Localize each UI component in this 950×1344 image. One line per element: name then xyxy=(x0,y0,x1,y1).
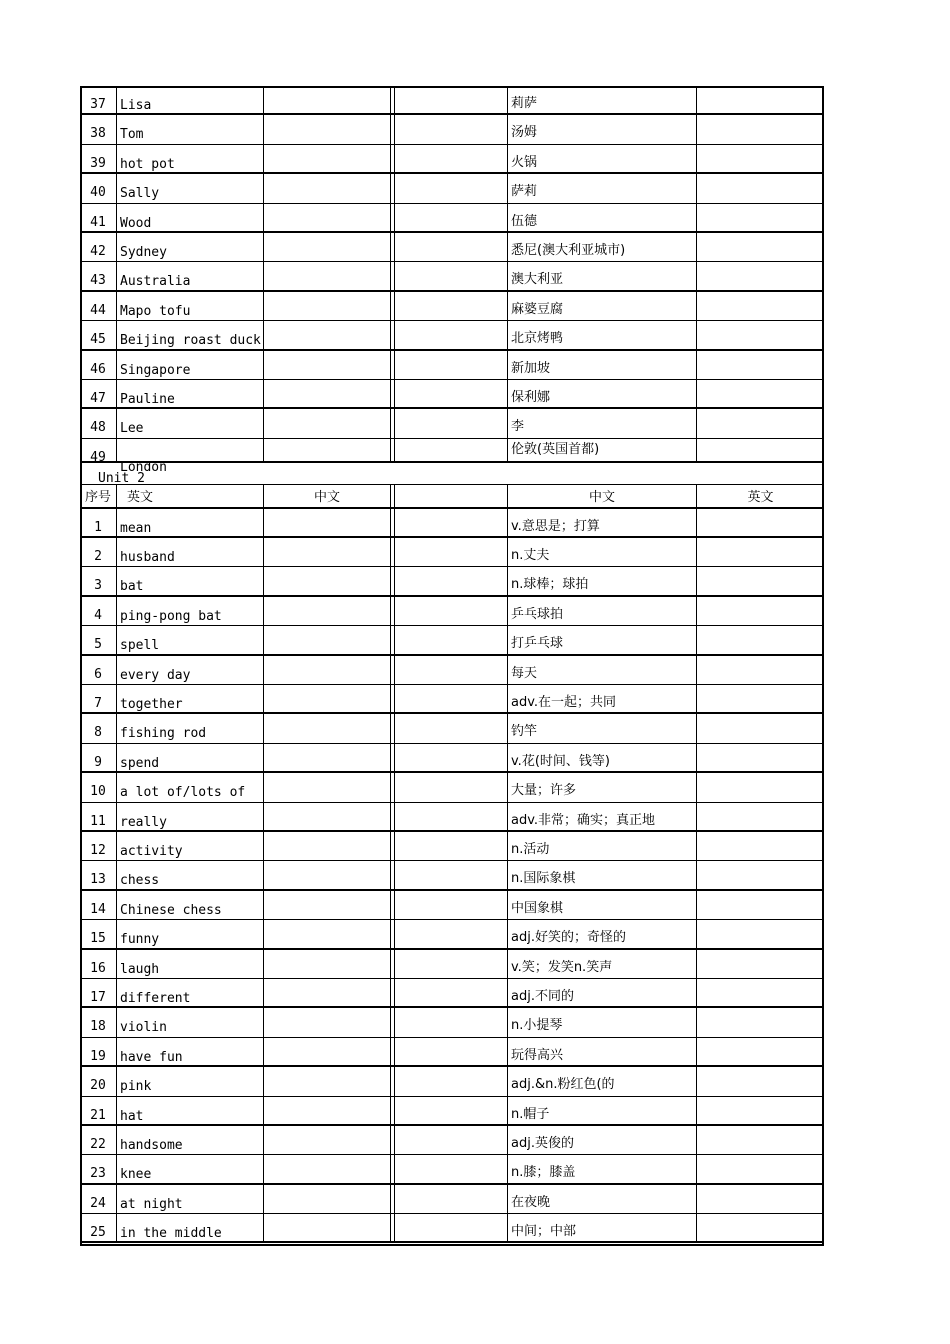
blank-cell xyxy=(264,174,391,202)
unit2-title-row xyxy=(80,463,824,485)
blank-cell xyxy=(264,1067,391,1095)
blank-cell xyxy=(395,773,508,801)
blank-cell xyxy=(697,509,824,536)
blank-cell xyxy=(264,292,391,320)
blank-cell xyxy=(697,292,824,320)
row-number: 20 xyxy=(80,1067,117,1095)
blank-cell xyxy=(395,145,508,172)
chinese-meaning: adj.&n.粉红色(的 xyxy=(508,1067,697,1095)
blank-cell xyxy=(264,685,391,712)
table-row xyxy=(80,773,824,802)
blank-cell xyxy=(697,1126,824,1154)
table-row xyxy=(80,744,824,773)
table-row xyxy=(80,920,824,949)
blank-cell xyxy=(395,950,508,978)
blank-cell xyxy=(395,409,508,437)
blank-cell xyxy=(264,538,391,566)
blank-cell xyxy=(264,920,391,947)
blank-cell xyxy=(395,380,508,407)
english-word: handsome xyxy=(117,1126,264,1154)
row-number: 2 xyxy=(80,538,117,566)
blank-cell xyxy=(697,233,824,261)
blank-cell xyxy=(697,86,824,113)
blank-cell xyxy=(697,409,824,437)
blank-cell xyxy=(697,597,824,625)
blank-cell xyxy=(264,773,391,801)
table-row xyxy=(80,509,824,538)
blank-cell xyxy=(395,1008,508,1036)
row-number: 48 xyxy=(80,409,117,437)
english-word: chess xyxy=(117,861,264,888)
blank-cell xyxy=(264,380,391,407)
english-word: knee xyxy=(117,1155,264,1182)
blank-cell xyxy=(264,262,391,289)
blank-cell xyxy=(395,351,508,379)
english-word: at night xyxy=(117,1185,264,1213)
english-word: bat xyxy=(117,567,264,594)
english-word: spell xyxy=(117,626,264,653)
english-word: Sydney xyxy=(117,233,264,261)
chinese-meaning: 伍德 xyxy=(508,204,697,231)
chinese-meaning: n.帽子 xyxy=(508,1097,697,1124)
table-row xyxy=(80,950,824,979)
table-row xyxy=(80,292,824,321)
blank-cell xyxy=(264,1038,391,1065)
blank-cell xyxy=(264,233,391,261)
blank-cell xyxy=(395,115,508,143)
row-number: 46 xyxy=(80,351,117,379)
table-row xyxy=(80,351,824,380)
blank-cell xyxy=(697,321,824,348)
row-number: 43 xyxy=(80,262,117,289)
english-word: funny xyxy=(117,920,264,947)
row-number: 47 xyxy=(80,380,117,407)
blank-cell xyxy=(264,714,391,742)
blank-cell xyxy=(264,803,391,830)
table-row xyxy=(80,1008,824,1037)
chinese-meaning: 大量；许多 xyxy=(508,773,697,801)
blank-cell xyxy=(264,1126,391,1154)
english-word: husband xyxy=(117,538,264,566)
blank-cell xyxy=(264,891,391,919)
english-word: together xyxy=(117,685,264,712)
table-row xyxy=(80,380,824,409)
chinese-meaning: n.小提琴 xyxy=(508,1008,697,1036)
blank-cell xyxy=(264,626,391,653)
table-row xyxy=(80,1097,824,1126)
blank-cell xyxy=(264,351,391,379)
blank-cell xyxy=(697,861,824,888)
table-row xyxy=(80,262,824,291)
row-number: 37 xyxy=(80,86,117,113)
blank-cell xyxy=(395,832,508,860)
chinese-meaning: adj.好笑的；奇怪的 xyxy=(508,920,697,947)
blank-cell xyxy=(395,1067,508,1095)
chinese-meaning: v.笑；发笑n.笑声 xyxy=(508,950,697,978)
chinese-meaning: 打乒乓球 xyxy=(508,626,697,653)
table-row xyxy=(80,145,824,174)
english-word: London xyxy=(117,439,264,461)
blank-cell xyxy=(697,1214,824,1241)
blank-cell xyxy=(697,538,824,566)
blank-cell xyxy=(395,1214,508,1241)
blank-cell xyxy=(697,145,824,172)
row-number: 3 xyxy=(80,567,117,594)
blank-cell xyxy=(395,292,508,320)
blank-cell xyxy=(697,1155,824,1182)
table-row xyxy=(80,233,824,262)
blank-cell xyxy=(264,509,391,536)
table-row xyxy=(80,656,824,685)
table-row xyxy=(80,86,824,115)
chinese-meaning: adv.在一起；共同 xyxy=(508,685,697,712)
blank-cell xyxy=(697,262,824,289)
blank-cell xyxy=(264,744,391,771)
table-row xyxy=(80,626,824,655)
chinese-meaning: v.意思是；打算 xyxy=(508,509,697,536)
blank-cell xyxy=(264,861,391,888)
english-word: every day xyxy=(117,656,264,684)
blank-cell xyxy=(264,439,391,461)
blank-cell xyxy=(264,979,391,1006)
table-row xyxy=(80,1185,824,1214)
blank-cell xyxy=(697,626,824,653)
english-word: Pauline xyxy=(117,380,264,407)
blank-cell xyxy=(264,204,391,231)
english-word: Sally xyxy=(117,174,264,202)
blank-cell xyxy=(264,1097,391,1124)
english-word: mean xyxy=(117,509,264,536)
blank-cell xyxy=(264,115,391,143)
chinese-meaning: n.活动 xyxy=(508,832,697,860)
row-number: 22 xyxy=(80,1126,117,1154)
chinese-meaning: 北京烤鸭 xyxy=(508,321,697,348)
blank-cell xyxy=(697,1008,824,1036)
chinese-meaning: 火锅 xyxy=(508,145,697,172)
blank-cell xyxy=(395,86,508,113)
chinese-meaning: 伦敦(英国首都) xyxy=(508,439,697,461)
blank-cell xyxy=(697,115,824,143)
blank-cell xyxy=(264,597,391,625)
chinese-meaning: 悉尼(澳大利亚城市) xyxy=(508,233,697,261)
row-number: 17 xyxy=(80,979,117,1006)
table-row xyxy=(80,861,824,890)
header-zh-mid: 中文 xyxy=(264,485,391,507)
chinese-meaning: 李 xyxy=(508,409,697,437)
row-number: 44 xyxy=(80,292,117,320)
table-row xyxy=(80,204,824,233)
blank-cell xyxy=(697,439,824,461)
blank-cell xyxy=(697,773,824,801)
blank-cell xyxy=(395,204,508,231)
blank-cell xyxy=(264,567,391,594)
blank-cell xyxy=(395,597,508,625)
chinese-meaning: 钓竿 xyxy=(508,714,697,742)
blank-cell xyxy=(395,1097,508,1124)
blank-cell xyxy=(264,1155,391,1182)
chinese-meaning: 每天 xyxy=(508,656,697,684)
table-row xyxy=(80,1155,824,1184)
english-word: laugh xyxy=(117,950,264,978)
row-number: 45 xyxy=(80,321,117,348)
chinese-meaning: adj.不同的 xyxy=(508,979,697,1006)
chinese-meaning: v.花(时间、钱等) xyxy=(508,744,697,771)
blank-cell xyxy=(264,950,391,978)
blank-cell xyxy=(264,409,391,437)
english-word: have fun xyxy=(117,1038,264,1065)
row-number: 38 xyxy=(80,115,117,143)
blank-cell xyxy=(697,920,824,947)
blank-cell xyxy=(697,803,824,830)
blank-cell xyxy=(697,744,824,771)
table-row xyxy=(80,1067,824,1096)
row-number: 18 xyxy=(80,1008,117,1036)
blank-cell xyxy=(395,685,508,712)
row-number: 25 xyxy=(80,1214,117,1241)
blank-cell xyxy=(697,380,824,407)
chinese-meaning: 中间；中部 xyxy=(508,1214,697,1241)
english-word: a lot of/lots of xyxy=(117,773,264,801)
chinese-meaning: 汤姆 xyxy=(508,115,697,143)
chinese-meaning: 保利娜 xyxy=(508,380,697,407)
row-number: 24 xyxy=(80,1185,117,1213)
row-number: 6 xyxy=(80,656,117,684)
row-number: 19 xyxy=(80,1038,117,1065)
blank-cell xyxy=(264,86,391,113)
blank-cell xyxy=(264,1185,391,1213)
chinese-meaning: n.丈夫 xyxy=(508,538,697,566)
row-number: 41 xyxy=(80,204,117,231)
blank-cell xyxy=(697,351,824,379)
blank-cell xyxy=(697,685,824,712)
english-word: Lee xyxy=(117,409,264,437)
blank-cell xyxy=(264,656,391,684)
blank-cell xyxy=(697,979,824,1006)
english-word: ping-pong bat xyxy=(117,597,264,625)
chinese-meaning: 萨莉 xyxy=(508,174,697,202)
row-number: 5 xyxy=(80,626,117,653)
blank-cell xyxy=(697,1067,824,1095)
table-row xyxy=(80,891,824,920)
english-word: Beijing roast duck xyxy=(117,321,264,348)
blank-cell xyxy=(395,1126,508,1154)
table-row xyxy=(80,979,824,1008)
header-en-last: 英文 xyxy=(747,489,774,505)
table-row xyxy=(80,714,824,743)
row-number: 9 xyxy=(80,744,117,771)
chinese-meaning: 在夜晚 xyxy=(508,1185,697,1213)
table-row xyxy=(80,567,824,596)
row-number: 15 xyxy=(80,920,117,947)
blank-cell xyxy=(395,567,508,594)
blank-cell xyxy=(395,1185,508,1213)
blank-cell xyxy=(395,321,508,348)
blank-cell xyxy=(697,204,824,231)
row-number: 11 xyxy=(80,803,117,830)
row-number: 4 xyxy=(80,597,117,625)
chinese-meaning: 新加坡 xyxy=(508,351,697,379)
blank-cell xyxy=(395,174,508,202)
blank-cell xyxy=(395,233,508,261)
blank-cell xyxy=(697,656,824,684)
row-number: 42 xyxy=(80,233,117,261)
table-row xyxy=(80,321,824,350)
blank-cell xyxy=(264,832,391,860)
chinese-meaning: adv.非常；确实；真正地 xyxy=(508,803,697,830)
blank-cell xyxy=(395,1038,508,1065)
english-word: Mapo tofu xyxy=(117,292,264,320)
english-word: Australia xyxy=(117,262,264,289)
row-number: 49 xyxy=(80,439,117,461)
row-number: 14 xyxy=(80,891,117,919)
blank-cell xyxy=(264,145,391,172)
blank-cell xyxy=(395,262,508,289)
row-number: 40 xyxy=(80,174,117,202)
blank-cell xyxy=(395,803,508,830)
chinese-meaning: 中国象棋 xyxy=(508,891,697,919)
table-row xyxy=(80,597,824,626)
table-row xyxy=(80,1214,824,1243)
table-row xyxy=(80,174,824,203)
english-word: violin xyxy=(117,1008,264,1036)
english-word: spend xyxy=(117,744,264,771)
blank-cell xyxy=(395,920,508,947)
blank-cell xyxy=(264,1008,391,1036)
blank-cell xyxy=(697,1038,824,1065)
blank-cell xyxy=(395,656,508,684)
blank-cell xyxy=(697,1097,824,1124)
english-word: pink xyxy=(117,1067,264,1095)
table-row xyxy=(80,439,824,475)
chinese-meaning: 莉萨 xyxy=(508,86,697,113)
unit2-table xyxy=(80,509,824,1244)
english-word: hot pot xyxy=(117,145,264,172)
blank-cell xyxy=(697,1185,824,1213)
chinese-meaning: 乒乓球拍 xyxy=(508,597,697,625)
english-word: fishing rod xyxy=(117,714,264,742)
blank-cell xyxy=(395,979,508,1006)
header-num: 序号 xyxy=(80,485,117,507)
blank-cell xyxy=(264,321,391,348)
table-row xyxy=(80,115,824,144)
english-word: hat xyxy=(117,1097,264,1124)
english-word: activity xyxy=(117,832,264,860)
row-number: 39 xyxy=(80,145,117,172)
blank-cell xyxy=(395,744,508,771)
blank-cell xyxy=(697,567,824,594)
row-number: 16 xyxy=(80,950,117,978)
blank-cell xyxy=(697,714,824,742)
blank-cell xyxy=(395,626,508,653)
row-number: 7 xyxy=(80,685,117,712)
chinese-meaning: 麻婆豆腐 xyxy=(508,292,697,320)
blank-cell xyxy=(395,538,508,566)
chinese-meaning: 玩得高兴 xyxy=(508,1038,697,1065)
blank-cell xyxy=(697,950,824,978)
row-number: 10 xyxy=(80,773,117,801)
table-row xyxy=(80,1038,824,1067)
blank-cell xyxy=(395,861,508,888)
header-zh: 中文 xyxy=(508,485,697,507)
english-word: different xyxy=(117,979,264,1006)
row-number: 12 xyxy=(80,832,117,860)
table-row xyxy=(80,538,824,567)
unit1-table xyxy=(80,86,824,475)
table-row xyxy=(80,409,824,438)
blank-cell xyxy=(395,439,508,461)
chinese-meaning: n.国际象棋 xyxy=(508,861,697,888)
row-number: 21 xyxy=(80,1097,117,1124)
table-row xyxy=(80,1126,824,1155)
english-word: Chinese chess xyxy=(117,891,264,919)
blank-cell xyxy=(697,174,824,202)
blank-cell xyxy=(395,891,508,919)
blank-cell xyxy=(395,509,508,536)
row-number: 13 xyxy=(80,861,117,888)
blank-cell xyxy=(697,891,824,919)
english-word: really xyxy=(117,803,264,830)
table-row xyxy=(80,685,824,714)
unit2-label: Unit 2 xyxy=(98,470,145,486)
unit2-header-row xyxy=(80,485,824,509)
english-word: Singapore xyxy=(117,351,264,379)
chinese-meaning: 澳大利亚 xyxy=(508,262,697,289)
chinese-meaning: adj.英俊的 xyxy=(508,1126,697,1154)
chinese-meaning: n.膝；膝盖 xyxy=(508,1155,697,1182)
vocabulary-sheet xyxy=(80,86,824,1243)
blank-cell xyxy=(264,1214,391,1241)
blank-cell xyxy=(697,832,824,860)
english-word: in the middle xyxy=(117,1214,264,1241)
row-number: 1 xyxy=(80,509,117,536)
row-number: 23 xyxy=(80,1155,117,1182)
english-word: Wood xyxy=(117,204,264,231)
english-word: Tom xyxy=(117,115,264,143)
chinese-meaning: n.球棒；球拍 xyxy=(508,567,697,594)
row-number: 8 xyxy=(80,714,117,742)
blank-cell xyxy=(395,714,508,742)
blank-cell xyxy=(395,1155,508,1182)
table-row xyxy=(80,832,824,861)
header-blank xyxy=(395,485,508,507)
header-en: 英文 xyxy=(117,485,264,507)
table-row xyxy=(80,803,824,832)
english-word: Lisa xyxy=(117,86,264,113)
